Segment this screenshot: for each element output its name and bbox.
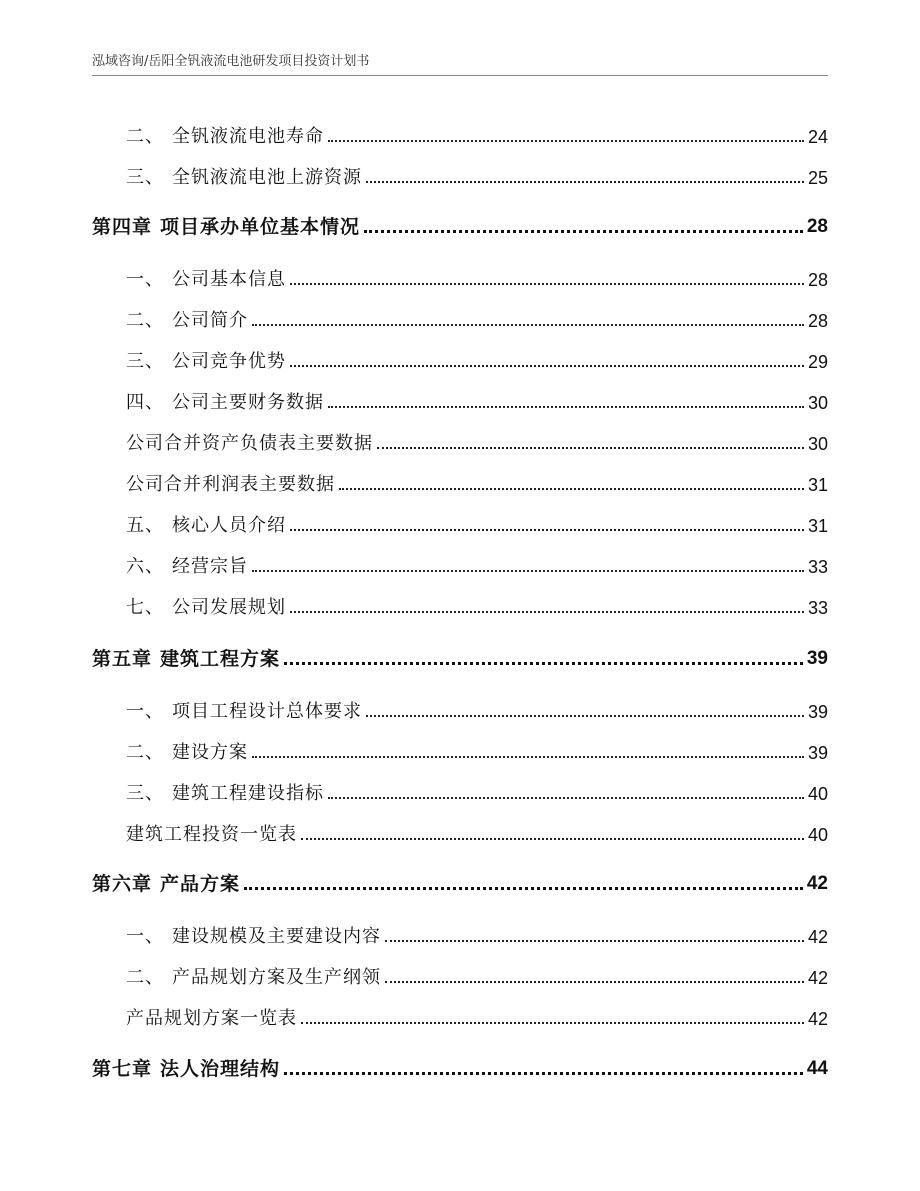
toc-chapter[interactable] [92,645,828,671]
toc-entry[interactable] [126,122,828,148]
toc-leader-dots [252,756,804,758]
toc-entry-title: 建设方案 [172,742,248,763]
toc-entry-title: 公司简介 [172,310,248,331]
toc-entry-number: 二、 [126,126,164,147]
toc-entry-page: 40 [807,825,828,845]
toc-leader-dots [290,529,804,531]
toc-entry-page: 29 [807,352,828,372]
toc-entry-page: 40 [807,784,828,804]
toc-entry-title: 全钒液流电池上游资源 [172,167,362,188]
toc-entry-page: 31 [807,475,828,495]
toc-entry-number: 六、 [126,556,164,577]
toc-chapter-title: 项目承办单位基本情况 [160,216,361,238]
toc-chapter[interactable] [92,1055,828,1081]
toc-entry-title: 公司合并资产负债表主要数据 [126,433,373,454]
toc-entry-page: 28 [807,311,828,331]
toc-entry[interactable] [126,697,828,723]
toc-entry-page: 33 [807,557,828,577]
toc-leader-dots [339,488,804,490]
toc-leader-dots [366,181,804,183]
toc-entry-title: 建筑工程投资一览表 [126,824,297,845]
toc-entry-title: 公司主要财务数据 [172,392,324,413]
toc-entry[interactable] [126,306,828,332]
toc-entry-number: 三、 [126,167,164,188]
toc-entry[interactable] [126,552,828,578]
toc-entry-page: 31 [807,516,828,536]
toc-entry-title: 公司发展规划 [172,597,286,618]
toc-leader-dots [377,447,804,449]
toc-entry-page: 39 [807,702,828,722]
toc-entry-number: 一、 [126,926,164,947]
toc-leader-dots [284,1072,803,1075]
toc-table-entry[interactable] [126,1004,828,1030]
toc-entry-title: 建筑工程建设指标 [172,783,324,804]
toc-entry-page: 42 [807,1009,828,1029]
toc-chapter-number: 第六章 [92,873,153,895]
toc-entry[interactable] [126,738,828,764]
toc-entry[interactable] [126,163,828,189]
toc-chapter-title: 产品方案 [160,873,241,895]
toc-entry[interactable] [126,922,828,948]
toc-entry-page: 30 [807,393,828,413]
toc-leader-dots [290,611,804,613]
toc-chapter-page: 44 [806,1058,828,1079]
toc-chapter-number: 第七章 [92,1058,153,1080]
toc-entry-number: 三、 [126,351,164,372]
toc-entry-page: 42 [807,927,828,947]
toc-chapter-number: 第五章 [92,648,153,670]
toc-entry[interactable] [126,388,828,414]
toc-leader-dots [301,1022,804,1024]
toc-chapter-page: 42 [806,873,828,894]
toc-leader-dots [252,570,804,572]
toc-entry-number: 二、 [126,742,164,763]
toc-entry-number: 五、 [126,515,164,536]
toc-entry-title: 公司竞争优势 [172,351,286,372]
toc-table-entry[interactable] [126,470,828,496]
toc-entry-title: 公司合并利润表主要数据 [126,474,335,495]
toc-entry-page: 33 [807,598,828,618]
toc-entry-number: 二、 [126,310,164,331]
toc-leader-dots [366,715,804,717]
toc-leader-dots [290,365,804,367]
toc-entry[interactable] [126,265,828,291]
toc-entry-page: 39 [807,743,828,763]
toc-entry-title: 产品规划方案及生产纲领 [172,967,381,988]
toc-entry-number: 七、 [126,597,164,618]
toc-chapter-number: 第四章 [92,216,153,238]
toc-entry-title: 核心人员介绍 [172,515,286,536]
toc-entry[interactable] [126,511,828,537]
toc-entry[interactable] [126,347,828,373]
toc-leader-dots [385,940,804,942]
toc-table-entry[interactable] [126,820,828,846]
toc-entry-page: 30 [807,434,828,454]
toc-entry[interactable] [126,963,828,989]
toc-entry-title: 建设规模及主要建设内容 [172,926,381,947]
toc-table-entry[interactable] [126,429,828,455]
toc-leader-dots [328,406,804,408]
toc-leader-dots [284,662,803,665]
toc-entry-number: 四、 [126,392,164,413]
toc-entry-number: 一、 [126,269,164,290]
document-header-title: 泓域咨询/岳阳全钒液流电池研发项目投资计划书 [92,54,370,69]
toc-chapter[interactable] [92,213,828,239]
toc-entry-number: 三、 [126,783,164,804]
toc-entry[interactable] [126,779,828,805]
toc-entry-title: 全钒液流电池寿命 [172,126,324,147]
toc-chapter-title: 法人治理结构 [160,1058,281,1080]
toc-chapter-page: 28 [806,216,828,237]
toc-leader-dots [328,797,804,799]
toc-chapter-title: 建筑工程方案 [160,648,281,670]
toc-entry-page: 28 [807,270,828,290]
toc-entry-page: 42 [807,968,828,988]
toc-entry-number: 二、 [126,967,164,988]
toc-entry-title: 项目工程设计总体要求 [172,701,362,722]
toc-entry-page: 25 [807,168,828,188]
toc-leader-dots [252,324,804,326]
toc-entry-title: 经营宗旨 [172,556,248,577]
toc-entry-page: 24 [807,127,828,147]
toc-leader-dots [328,140,804,142]
toc-leader-dots [244,887,803,890]
toc-chapter[interactable] [92,870,828,896]
toc-entry-title: 公司基本信息 [172,269,286,290]
toc-leader-dots [301,838,804,840]
toc-leader-dots [385,981,804,983]
toc-chapter-page: 39 [806,648,828,669]
toc-leader-dots [290,283,804,285]
toc-entry-number: 一、 [126,701,164,722]
toc-entry-title: 产品规划方案一览表 [126,1008,297,1029]
toc-entry[interactable] [126,593,828,619]
toc-leader-dots [364,230,803,233]
